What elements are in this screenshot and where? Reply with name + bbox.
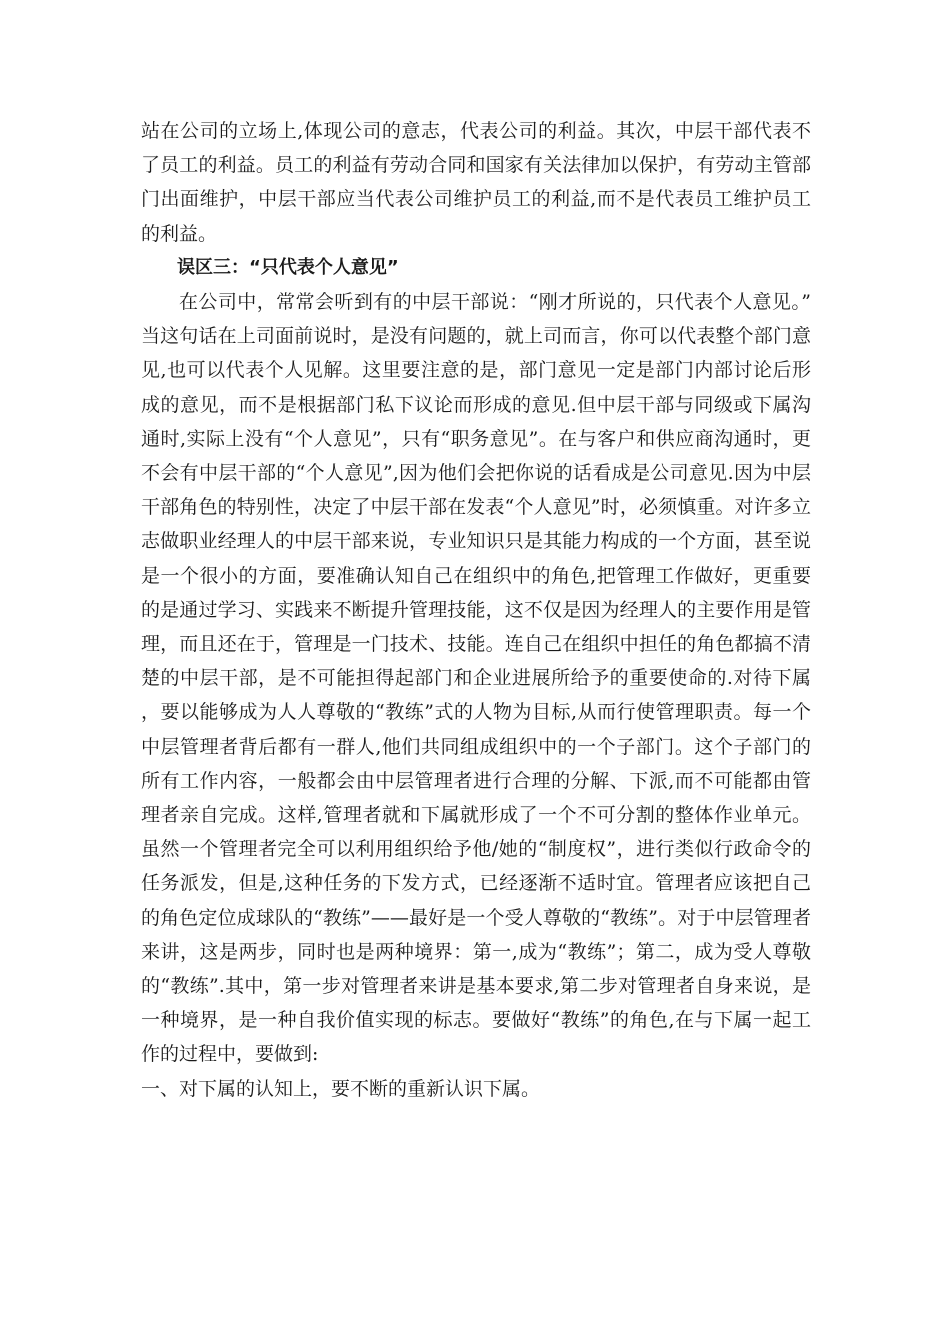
paragraph-continuation: 站在公司的立场上,体现公司的意志，代表公司的利益。其次，中层干部代表不了员工的利益。员工的利益有劳动合同和国家有关法律加以保护，有劳动主管部门出面维护，中层干部应当代表公司维护员工的利益,而不是代表员工维护员工的利益。 <box>141 120 811 245</box>
paragraph-list-item-one: 一、对下属的认知上，要不断的重新认识下属。 <box>141 1077 541 1100</box>
section-heading-myth-three: 误区三：“只代表个人意见” <box>177 256 399 278</box>
paragraph-body: 在公司中，常常会听到有的中层干部说：“刚才所说的，只代表个人意见。”当这句话在上司面前说时，是没有问题的，就上司而言，你可以代表整个部门意见,也可以代表个人见解。这里要注意的是，部门意见一定是部门内部讨论后形成的意见，而不是根据部门私下议论而形成的意见.但中层干部与同级或下属沟通时,实际上没有“个人意见”，只有“职务意见”。在与客户和供应商沟通时，更不会有中层干部的“个人意见”,因为他们会把你说的话看成是公司意见.因为中层干部角色的特别性，决定了中层干部在发表“个人意见”时，必须慎重。对许多立志做职业经理人的中层干部来说，专业知识只是其能力构成的一个方面，甚至说是一个很小的方面，要准确认知自己在组织中的角色,把管理工作做好，更重要的是通过学习、实践来不断提升管理技能，这不仅是因为经理人的主要作用是管理，而且还在于，管理是一门技术、技能。连自己在组织中担任的角色都搞不清楚的中层干部，是不可能担得起部门和企业进展所给予的重要使命的.对待下属，要以能够成为人人尊敬的“教练”式的人物为目标,从而行使管理职责。每一个中层管理者背后都有一群人,他们共同组成组织中的一个子部门。这个子部门的所有工作内容，一般都会由中层管理者进行合理的分解、下派,而不可能都由管理者亲自完成。这样,管理者就和下属就形成了一个不可分割的整体作业单元。虽然一个管理者完全可以利用组织给予他/她的“制度权”，进行类似行政命令的任务派发，但是,这种任务的下发方式，已经逐渐不适时宜。管理者应该把自己的角色定位成球队的“教练”——最好是一个受人尊敬的“教练”。对于中层管理者来讲，这是两步，同时也是两种境界：第一,成为“教练”；第二，成为受人尊敬的“教练”.其中，第一步对管理者来讲是基本要求,第二步对管理者自身来说，是一种境界，是一种自我价值实现的标志。要做好“教练”的角色,在与下属一起工作的过程中，要做到: <box>141 291 811 1066</box>
document-body <box>141 114 811 1106</box>
